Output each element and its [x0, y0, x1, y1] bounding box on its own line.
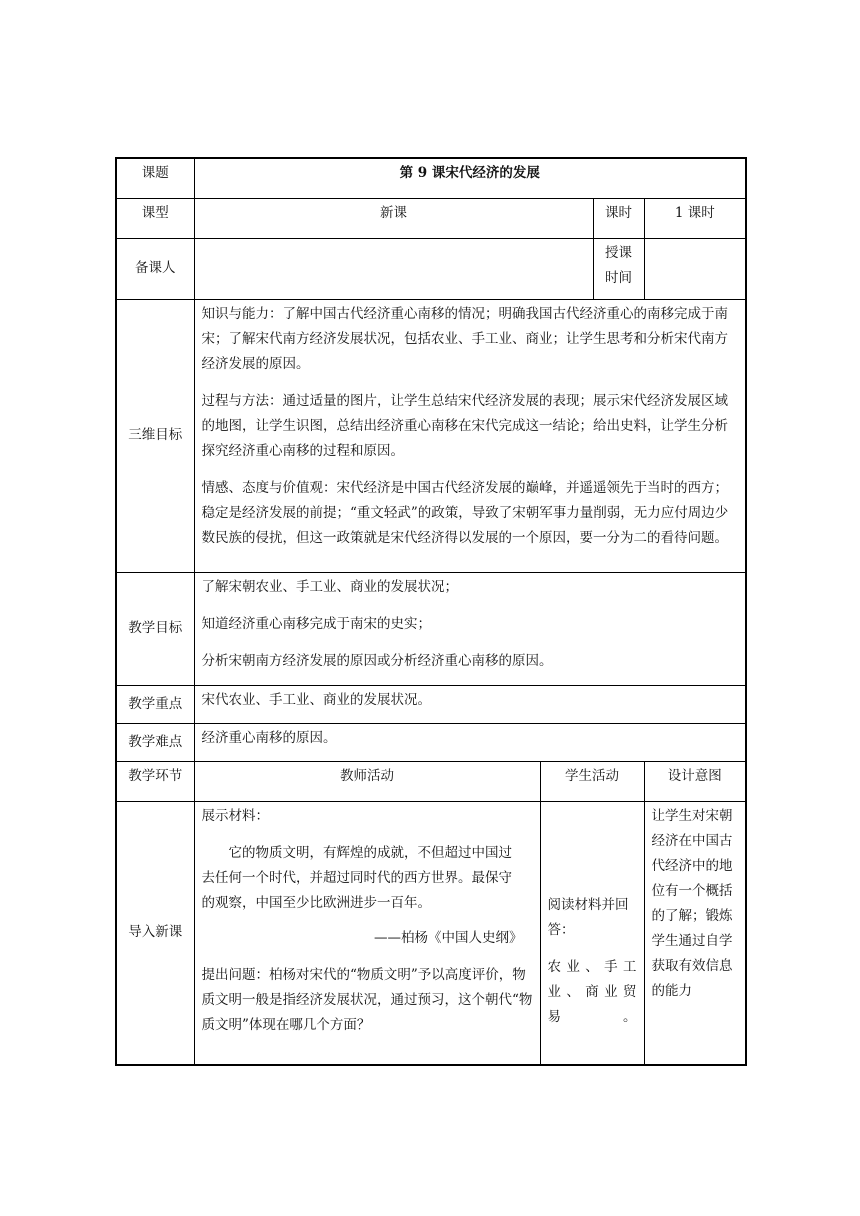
goal-attitude: 情感、态度与价值观：宋代经济是中国古代经济发展的巅峰，并遥遥领先于当时的西方；稳定是经济发展的前提；“重文轻武”的政策，导致了宋朝军事力量削弱，无力应付周边少数民族的侵扰，但这一政策就是宋代经济得以发展的一个原因，要一分为二的看待问题。	[201, 479, 729, 546]
row-teaching-goals	[116, 572, 746, 685]
label-title: 课题	[116, 158, 194, 198]
label-teaching-goals: 教学目标	[116, 572, 194, 685]
header-student: 学生活动	[540, 761, 644, 801]
row-intro	[116, 801, 746, 1065]
teaching-goal-3: 分析宋朝南方经济发展的原因或分析经济重心南移的原因。	[201, 652, 553, 669]
row-title	[116, 158, 746, 198]
header-intent: 设计意图	[644, 761, 746, 801]
goal-knowledge: 知识与能力：了解中国古代经济重心南移的情况；明确我国古代经济重心的南移完成于南宋；了解宋代南方经济发展状况，包括农业、手工业、商业；让学生思考和分析宋代南方经济发展的原因。	[201, 305, 728, 372]
row-difficulties	[116, 723, 746, 761]
lesson-title: 第 9 课宋代经济的发展	[194, 158, 746, 198]
row-preparer	[116, 238, 746, 299]
difficulties-value: 经济重心南移的原因。	[194, 723, 746, 761]
intro-student-activity	[540, 801, 644, 1065]
intro-show-material: 展示材料：	[201, 807, 269, 824]
row-key-points	[116, 685, 746, 723]
label-difficulties: 教学难点	[116, 723, 194, 761]
lesson-type: 新课	[194, 198, 593, 238]
goal-process: 过程与方法：通过适量的图片，让学生总结宋代经济发展的表现；展示宋代经济发展区域的地图，让学生识图，总结出经济重心南移在宋代完成这一结论；给出史料，让学生分析探究经济重心南移的过程和原因。	[201, 392, 728, 459]
key-points-value: 宋代农业、手工业、商业的发展状况。	[194, 685, 746, 723]
preparer-value	[194, 238, 593, 299]
lesson-plan-sheet	[115, 157, 745, 1066]
header-stage: 教学环节	[116, 761, 194, 801]
intro-student-answer: 农业、手工业、商业贸易。	[547, 959, 637, 1026]
intro-quote-source: ——柏杨《中国人史纲》	[374, 929, 523, 946]
intro-question: 提出问题：柏杨对宋代的“物质文明”予以高度评价，物质文明一般是指经济发展状况，通过预习，这个朝代“物质文明”体现在哪几个方面？	[201, 966, 533, 1033]
row-goals-3d	[116, 299, 746, 572]
teaching-goal-2: 知道经济重心南移完成于南宋的史实；	[201, 615, 431, 632]
label-goals-3d: 三维目标	[116, 299, 194, 572]
row-activity-header	[116, 761, 746, 801]
teaching-time-value	[644, 238, 746, 299]
teaching-goals-content	[194, 572, 746, 685]
goals-3d-content	[194, 299, 746, 572]
intro-design-intent: 让学生对宋朝经济在中国古代经济中的地位有一个概括的了解；锻炼学生通过自学获取有效信息的能力	[644, 801, 746, 1065]
intro-teacher-activity	[194, 801, 540, 1065]
label-preparer: 备课人	[116, 238, 194, 299]
intro-quote: 它的物质文明，有辉煌的成就，不但超过中国过去任何一个时代，并超过同时代的西方世界。最保守的观察，中国至少比欧洲进步一百年。	[201, 844, 512, 911]
lesson-plan-table	[115, 157, 747, 1066]
teaching-goal-1: 了解宋朝农业、手工业、商业的发展状况；	[201, 578, 458, 595]
label-teaching-time: 授课时间	[593, 238, 644, 299]
lesson-hours: 1 课时	[644, 198, 746, 238]
header-teacher: 教师活动	[194, 761, 540, 801]
label-intro: 导入新课	[116, 801, 194, 1065]
row-type	[116, 198, 746, 238]
label-hours: 课时	[593, 198, 644, 238]
intro-student-read: 阅读材料并回答：	[547, 897, 629, 939]
label-key-points: 教学重点	[116, 685, 194, 723]
label-type: 课型	[116, 198, 194, 238]
